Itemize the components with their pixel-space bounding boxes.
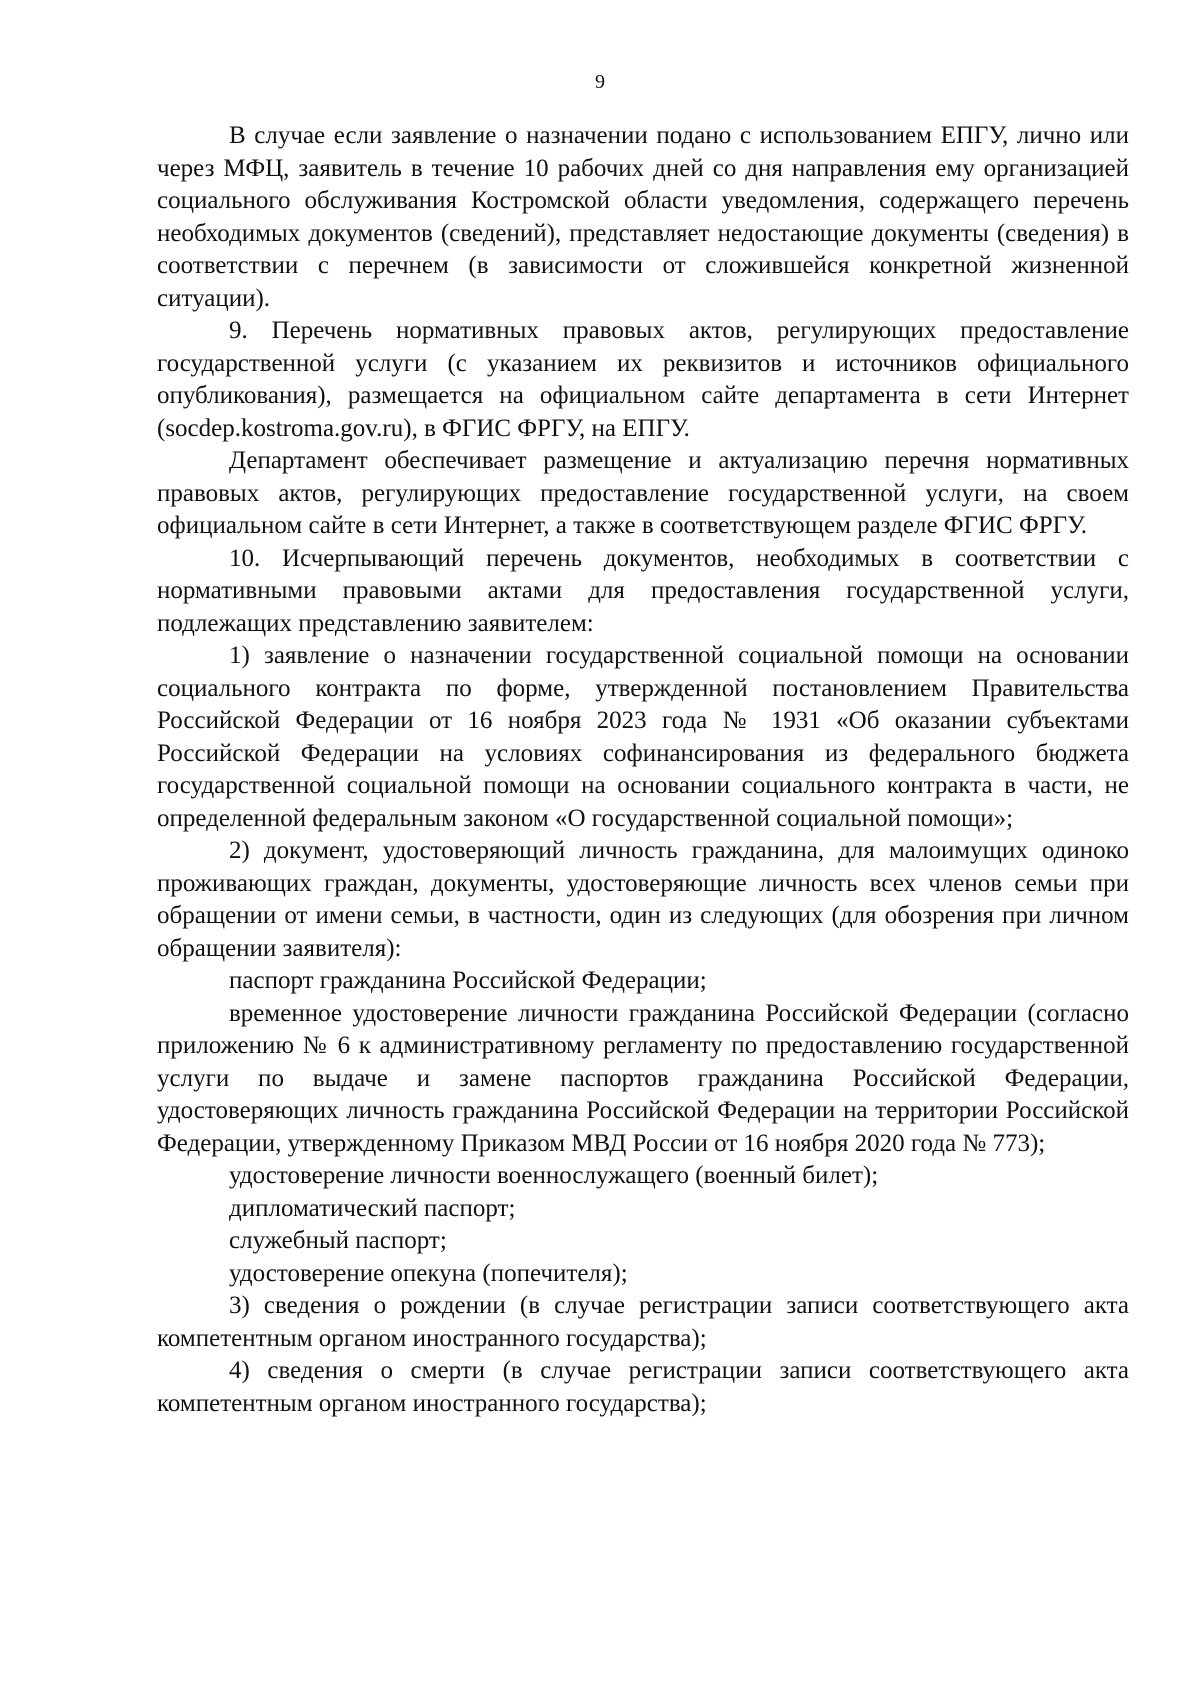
list-item-guardian-certificate: удостоверение опекуна (попечителя); [229,1259,628,1287]
paragraph-epgu-missing-documents: В случае если заявление о назначении подано с использованием ЕПГУ, лично или через МФЦ, заявитель в течение 10 рабочих дней со дня направления ему организацией социального обслуживания Костромской области уведомления, содержащего перечень необходимых документов (сведений), представляет недостающие документы (сведения) в соответствии с перечнем (в зависимости от сложившейся конкретной жизненной ситуации). [157,122,1129,312]
paragraph-department-publishes-acts: Департамент обеспечивает размещение и актуализацию перечня нормативных правовых актов, регулирующих предоставление государственной услуги, на своем официальном сайте в сети Интернет, а также в соответствующем разделе ФГИС ФРГУ. [157,447,1129,539]
list-item-passport: паспорт гражданина Российской Федерации; [229,967,707,994]
list-item-service-passport: служебный паспорт; [229,1227,447,1254]
paragraph-item-9-legal-acts-list: 9. Перечень нормативных правовых актов, регулирующих предоставление государственной услуги (с указанием их реквизитов и источников официального опубликования), размещается на официальном сайте департамента в сети Интернет (socdep.kostroma.gov.ru), в ФГИС ФРГУ, на ЕПГУ. [157,317,1129,442]
paragraph-subitem-3-birth-info: 3) сведения о рождении (в случае регистрации записи соответствующего акта компетентным органом иностранного государства); [157,1292,1129,1352]
document-body [157,120,1129,1420]
paragraph-item-10-documents-list: 10. Исчерпывающий перечень документов, необходимых в соответствии с нормативными правовыми актами для предоставления государственной услуги, подлежащих представлению заявителем: [157,544,1129,637]
paragraph-subitem-1-application: 1) заявление о назначении государственной социальной помощи на основании социального контракта по форме, утвержденной постановлением Правительства Российской Федерации от 16 ноября 2023 года № 1931 «Об оказании субъектами Российской Федерации на условиях софинансирования из федерального бюджета государственной социальной помощи на основании социального контракта в части, не определенной федеральным законом «О государственной социальной помощи»; [157,642,1129,832]
list-item-temporary-id: временное удостоверение личности гражданина Российской Федерации (согласно приложению № 6 к административному регламенту по предоставлению государственной услуги по выдаче и замене паспортов гражданина Российской Федерации, удостоверяющих личность гражданина Российской Федерации на территории Российской Федерации, утвержденному Приказом МВД России от 16 ноября 2020 года № 773); [157,999,1129,1157]
paragraph-subitem-4-death-info: 4) сведения о смерти (в случае регистрации записи соответствующего акта компетентным органом иностранного государства); [157,1357,1129,1417]
page-number: 9 [595,71,605,93]
list-item-military-id: удостоверение личности военнослужащего (военный билет); [229,1162,879,1189]
list-item-diplomatic-passport: дипломатический паспорт; [229,1194,516,1222]
paragraph-subitem-2-identity-document: 2) документ, удостоверяющий личность гражданина, для малоимущих одиноко проживающих граждан, документы, удостоверяющие личность всех членов семьи при обращении от имени семьи, в частности, один из следующих (для обозрения при личном обращении заявителя): [157,837,1129,962]
